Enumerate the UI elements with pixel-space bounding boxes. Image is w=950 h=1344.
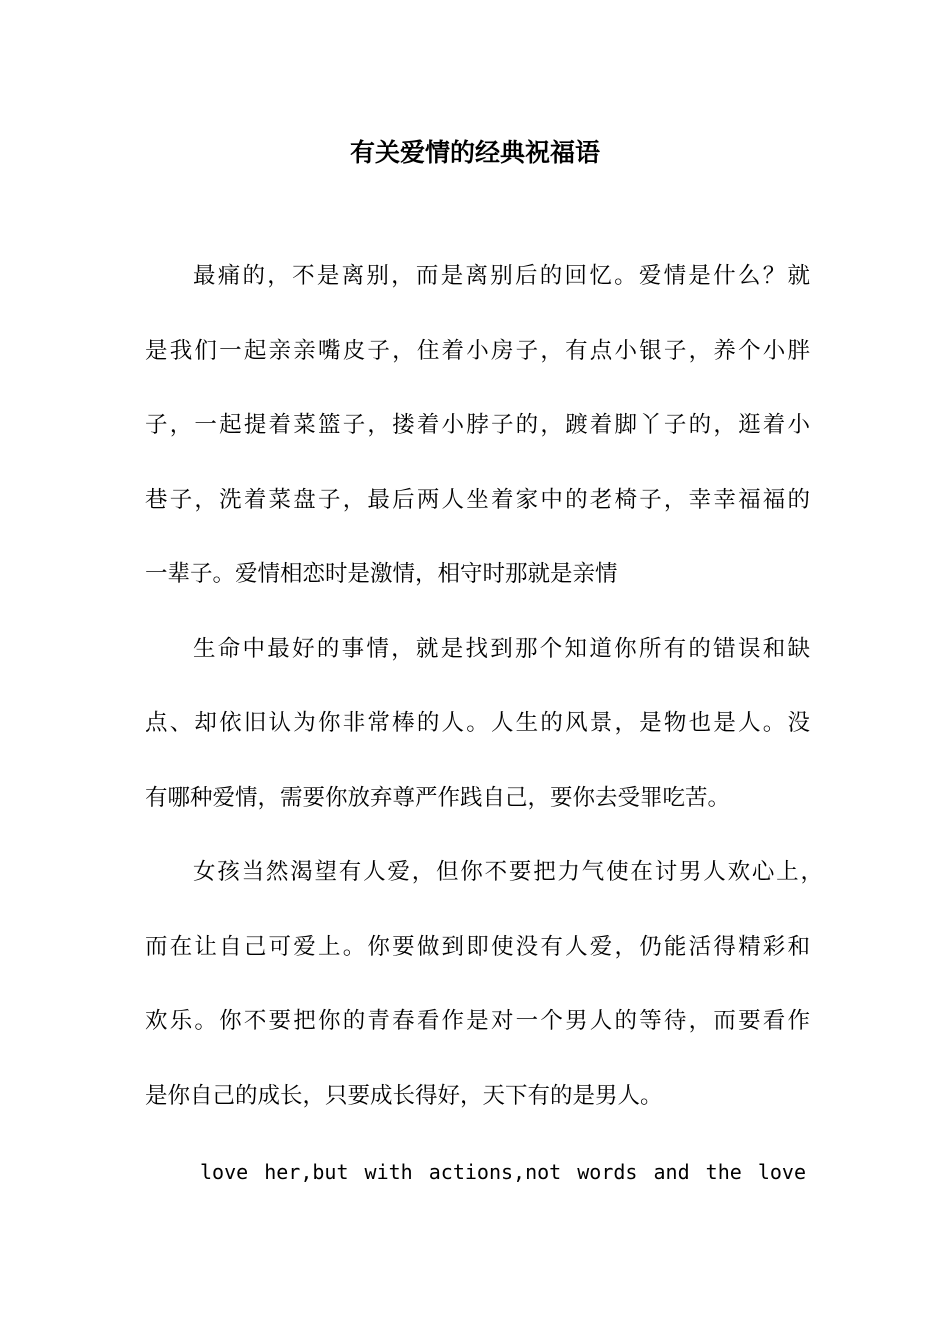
page-title: 有关爱情的经典祝福语 bbox=[349, 138, 600, 167]
paragraph-2-line-3: 有哪种爱情，需要你放弃尊严作践自己，要你去受罪吃苦。 bbox=[145, 785, 731, 811]
paragraph-3-line-3: 欢乐。你不要把你的青春看作是对一个男人的等待，而要看作 bbox=[145, 1008, 810, 1034]
paragraph-4-line-1: love her,but with actions,not words and the love bbox=[200, 1160, 806, 1184]
paragraph-3-line-2: 而在让自己可爱上。你要做到即使没有人爱，仍能活得精彩和 bbox=[145, 934, 810, 960]
paragraph-1-line-5: 一辈子。爱情相恋时是激情，相守时那就是亲情 bbox=[145, 561, 618, 587]
paragraph-1-line-4: 巷子，洗着菜盘子，最后两人坐着家中的老椅子，幸幸福福的 bbox=[145, 487, 810, 513]
paragraph-1-line-2: 是我们一起亲亲嘴皮子，住着小房子，有点小银子，养个小胖 bbox=[145, 338, 810, 364]
paragraph-1-line-3: 子，一起提着菜篮子，搂着小脖子的，踱着脚丫子的，逛着小 bbox=[145, 412, 810, 438]
paragraph-2-line-1: 生命中最好的事情，就是找到那个知道你所有的错误和缺 bbox=[193, 636, 810, 662]
paragraph-1-line-1: 最痛的，不是离别，而是离别后的回忆。爱情是什么？就 bbox=[193, 263, 810, 289]
paragraph-3-line-1: 女孩当然渴望有人爱，但你不要把力气使在讨男人欢心上， bbox=[193, 859, 823, 885]
paragraph-3-line-4: 是你自己的成长，只要成长得好，天下有的是男人。 bbox=[145, 1083, 663, 1109]
paragraph-2-line-2: 点、却依旧认为你非常棒的人。人生的风景，是物也是人。没 bbox=[145, 710, 810, 736]
